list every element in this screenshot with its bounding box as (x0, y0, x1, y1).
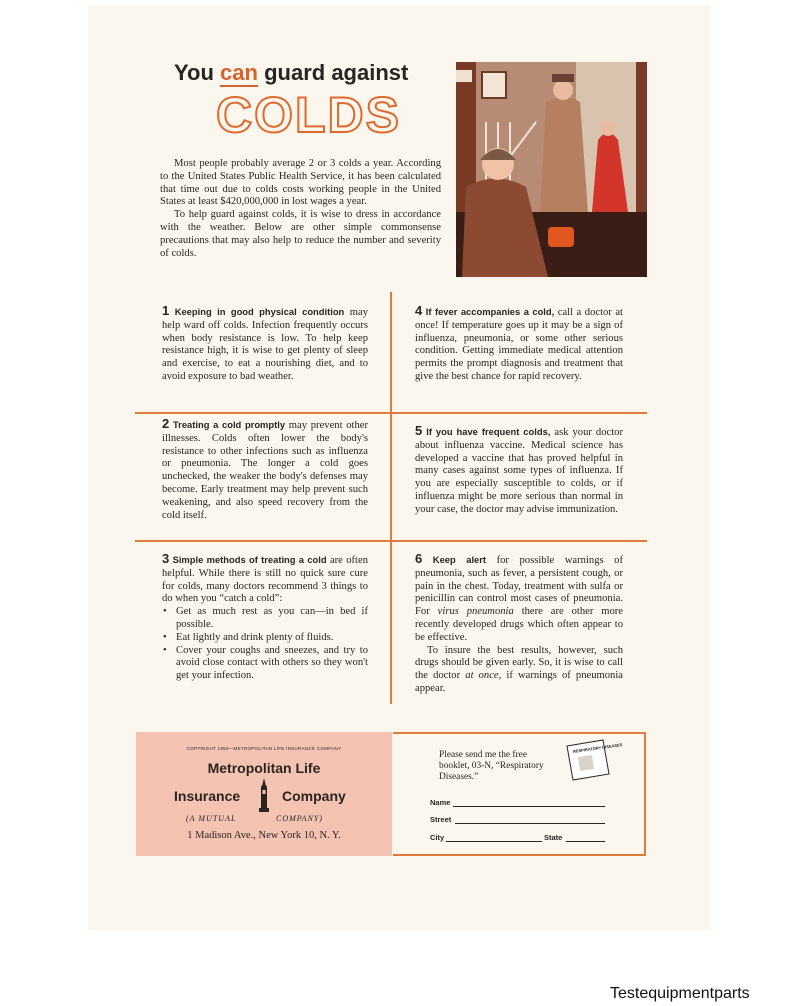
booklet-request-text: Please send me the free booklet, 03-N, “Respiratory Diseases.” (439, 750, 544, 782)
tip-3 (162, 553, 368, 683)
tip-body-italic: at once, (465, 670, 502, 682)
seller-watermark: Testequipmentparts (610, 985, 750, 1002)
tip-1 (162, 305, 368, 384)
tip-body: may help ward off colds. Infection frequently occurs when body resistance is low. To help keep resistance high, it is wise to get plenty of sleep and exercise, to eat a nourishing diet, and to avoid exposure to bad weather. (162, 307, 368, 382)
tip-lead: Simple methods of treating a cold (172, 554, 327, 565)
company-name-line2b: Company (282, 788, 346, 804)
tip-body: ask your doctor about influenza vaccine. Medical science has developed a vaccine that has proved helpful in many cases against some types of influenza. If you are especially susceptible to colds, or if influenza might be more serious than normal in your case, the doctor may advise immunization. (415, 427, 623, 515)
tip-bullet-list (162, 606, 368, 683)
grid-divider-vertical (390, 292, 392, 704)
tip-number: 4 (415, 303, 423, 318)
tip-4 (415, 305, 623, 384)
booklet-icon (563, 740, 623, 780)
tip-lead: If fever accompanies a cold, (425, 306, 555, 317)
headline-suffix: guard against (264, 60, 409, 85)
intro-paragraph: Most people probably average 2 or 3 colds a year. According to the United States Public Health Service, it has been calculated that time out due to colds costs working people in the United States at least $420,000,000 in lost wages a year. (160, 158, 441, 208)
headline-prefix: You (174, 60, 214, 85)
tip-body: for possible warnings of pneumonia, such as fever, a persistent cough, or pain in the chest. Today, treatment with sulfa or penicillin can control most cases of pneumonia. For (415, 555, 623, 618)
city-field[interactable] (446, 841, 542, 842)
tip-6 (415, 553, 623, 696)
list-item: • Eat lightly and drink plenty of fluids. (174, 632, 368, 645)
headline (174, 60, 444, 86)
street-label: Street (430, 815, 452, 824)
list-item: • Get as much rest as you can—in bed if possible. (174, 606, 368, 632)
tip-5 (415, 425, 623, 517)
tip-2 (162, 418, 368, 522)
company-address: 1 Madison Ave., New York 10, N. Y. (187, 830, 341, 841)
state-field[interactable] (566, 841, 605, 842)
family-illustration (456, 62, 647, 277)
tip-body: call a doctor at once! If temperature goes up it may be a sign of influenza, pneumonia, or some other serious condition. Getting immediate medical attention permits the prompt diagnosis and treatment that give the best chance for rapid recovery. (415, 307, 623, 382)
headline-emphasis: can (220, 60, 258, 85)
company-signature-panel (136, 732, 392, 856)
tip-lead: If you have frequent colds, (426, 426, 551, 437)
tip-number: 2 (162, 416, 170, 431)
tip-number: 1 (162, 303, 170, 318)
mutual-label: COMPANY) (276, 814, 323, 823)
company-name-line2a: Insurance (174, 788, 241, 804)
city-label: City (430, 833, 445, 842)
street-field[interactable] (455, 823, 605, 824)
booklet-title: RESPIRATORY DISEASES (572, 742, 623, 754)
grid-divider-horizontal (135, 540, 647, 542)
intro-paragraph: To help guard against colds, it is wise to dress in accordance with the weather. Below are other simple commonsense precautions that may also help to reduce the number and severity of colds. (160, 209, 441, 259)
list-item: • Cover your coughs and sneezes, and try to avoid close contact with others so they won't get your infection. (174, 645, 368, 683)
tip-body: there are other more recently developed drugs which often appear to be effective. (415, 606, 624, 643)
name-field[interactable] (453, 806, 605, 807)
tip-body: may prevent other illnesses. Colds often lower the body's resistance to other infections such as influenza or pneumonia. The longer a cold goes unchecked, the weaker the body's defenses may become. Early treatment may help prevent such weakening, and also speed recovery from the cold itself. (162, 420, 369, 521)
tip-lead: Treating a cold promptly (172, 419, 286, 430)
tip-number: 5 (415, 423, 423, 438)
company-name-line1: Metropolitan Life (207, 760, 321, 776)
tip-number: 6 (415, 551, 423, 566)
tower-logo-icon (257, 778, 271, 812)
tip-lead: Keeping in good physical condition (174, 306, 345, 317)
tip-body: To insure the best results, however, such drugs should be given early. So, it is wise to call the doctor (415, 644, 623, 682)
headline-title: COLDS (216, 87, 401, 143)
name-label: Name (430, 798, 451, 807)
copyright-notice: COPYRIGHT 1950—METROPOLITAN LIFE INSURANCE COMPANY (186, 746, 342, 751)
tip-lead: Keep alert (432, 554, 487, 565)
tip-number: 3 (162, 551, 170, 566)
mutual-label: (A MUTUAL (186, 814, 237, 823)
tip-body: are often helpful. While there is still no quick sure cure for colds, many doctors recommend 3 things to do when you “catch a cold”: (162, 555, 368, 605)
intro-text (160, 158, 441, 260)
tip-body: if warnings of pneumonia appear. (415, 670, 623, 694)
tip-body-italic: virus pneumonia (437, 606, 514, 618)
grid-divider-horizontal (135, 412, 647, 414)
booklet-request-coupon (393, 732, 646, 856)
state-label: State (544, 833, 563, 842)
